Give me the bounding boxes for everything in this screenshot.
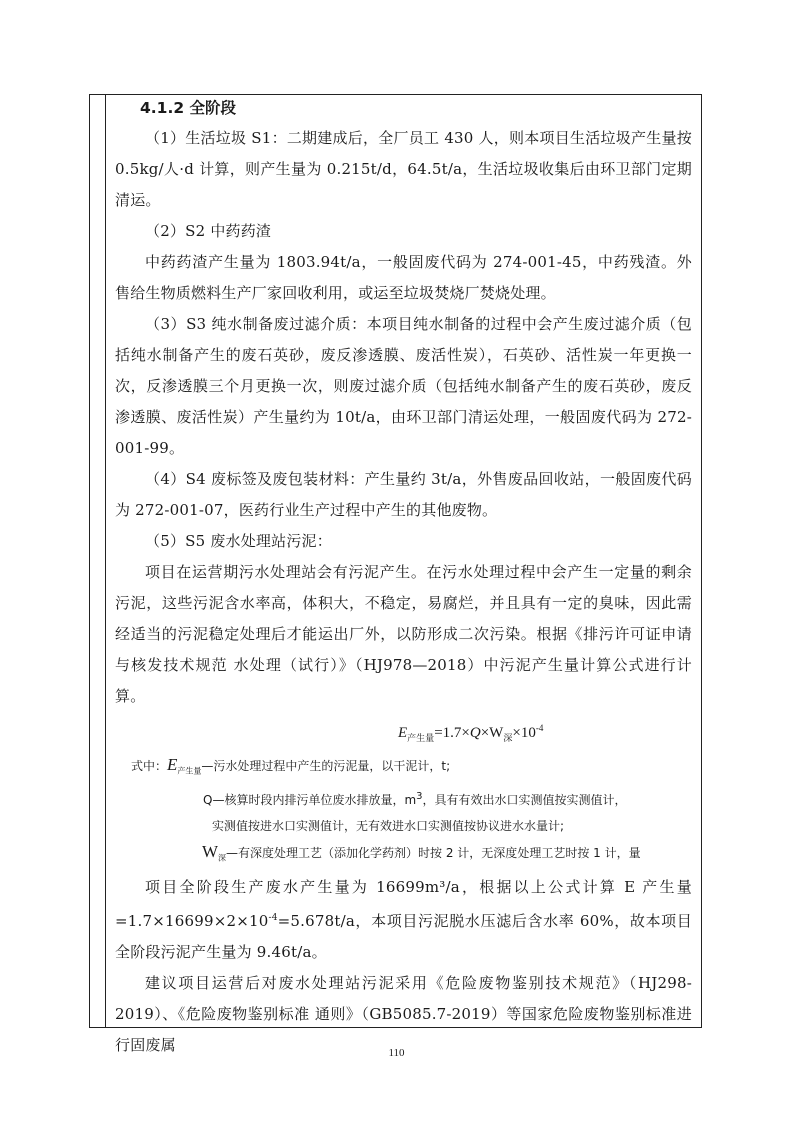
definition-q-tail: ，具有有效出水口实测值按实测值计， (422, 793, 627, 808)
paragraph-sludge-result (115, 872, 692, 968)
definition-q-sup: 3 (416, 791, 423, 803)
definition-label: 式中： (131, 759, 168, 773)
formula-w: W (489, 725, 504, 741)
section-heading: 4.1.2 全阶段 (140, 99, 237, 117)
paragraph-filter-media: （3）S3 纯水制备废过滤介质：本项目纯水制备的过程中会产生废过滤介质（包括纯水制备产生的废石英砂，废反渗透膜、废活性炭），石英砂、活性炭一年更换一次，反渗透膜三个月更换一次，则废过滤介质（包括纯水制备产生的废石英砂，废反渗透膜、废活性炭）产生量约为 10t/a，由环卫部门清运处理，一般固废代码为 272-001-99。 (115, 315, 692, 457)
formula-w-sub: 深 (503, 733, 513, 743)
formula-e-sub: 产生量 (407, 733, 435, 743)
sludge-result-b: =5.678t/a，本项目污泥脱水压滤后含水率 60%，故本项目全阶段污泥产生量为 9.46t/a。 (115, 911, 692, 961)
definition-w-symbol: W (202, 842, 219, 862)
definition-q (203, 784, 692, 813)
paragraph-sludge-intro: 项目在运营期污水处理站会有污泥产生。在污水处理过程中会产生一定量的剩余污泥，这些污泥含水率高，体积大，不稳定，易腐烂，并且具有一定的臭味，因此需经适当的污泥稳定处理后才能运出厂外，以防形成二次污染。根据《排污许可证申请与核发技术规范 水处理（试行）》（HJ978—2018）中污泥产生量计算公式进行计算。 (115, 563, 692, 705)
definition-e (131, 752, 692, 784)
page-number: 110 (388, 1047, 405, 1059)
left-column (90, 95, 106, 1027)
definition-q-text: Q—核算时段内排污单位废水排放量，m (203, 793, 417, 808)
definition-w (202, 839, 692, 871)
paragraph-s5-title: （5）S5 废水处理站污泥： (145, 532, 332, 550)
formula-exp: -4 (535, 723, 544, 733)
definition-e-desc: —污水处理过程中产生的污泥量，以干泥计，t; (201, 759, 451, 773)
definition-e-symbol: E (167, 755, 178, 774)
sludge-formula (398, 714, 692, 752)
formula-q: Q (469, 725, 481, 741)
paragraph-labels-packaging: （4）S4 废标签及废包装材料：产生量约 3t/a，外售废品回收站，一般固废代码为 272-001-07，医药行业生产过程中产生的其他废物。 (115, 470, 692, 519)
paragraph-domestic-waste: （1）生活垃圾 S1：二期建成后，全厂员工 430 人，则本项目生活垃圾产生量按 0.5kg/人·d 计算，则产生量为 0.215t/d，64.5t/a，生活垃圾收集后由环卫部门定期清运。 (115, 129, 692, 209)
formula-e: E (398, 725, 408, 741)
definition-e-sub: 产生量 (177, 766, 202, 776)
definition-q-continued: 实测值按进水口实测值计，无有效进水口实测值按协议进水水量计; (212, 819, 565, 834)
paragraph-herbal-residue: 中药药渣产生量为 1803.94t/a，一般固废代码为 274-001-45，中药残渣。外售给生物质燃料生产厂家回收利用，或运至垃圾焚烧厂焚烧处理。 (115, 253, 692, 302)
sludge-result-sup: -4 (268, 912, 278, 923)
definition-w-sub: 深 (218, 853, 227, 863)
formula-mid: =1.7× (434, 725, 470, 741)
paragraph-s2-title: （2）S2 中药药渣 (145, 222, 272, 240)
definition-w-desc: —有深度处理工艺（添加化学药剂）时按 2 计，无深度处理工艺时按 1 计，量 (226, 846, 641, 861)
formula-tail: ×10 (512, 725, 536, 741)
formula-times: × (480, 725, 490, 741)
sludge-result-a: 项目全阶段生产废水产生量为 16699m³/a，根据以上公式计算 E 产生量=1.7×16699×2×10 (115, 877, 692, 930)
paragraph-recommendation: 建议项目运营后对废水处理站污泥采用《危险废物鉴别技术规范》（HJ298-2019）、《危险废物鉴别标准 通则》（GB5085.7-2019）等国家危险废物鉴别标准进行固废属 (115, 973, 692, 1054)
